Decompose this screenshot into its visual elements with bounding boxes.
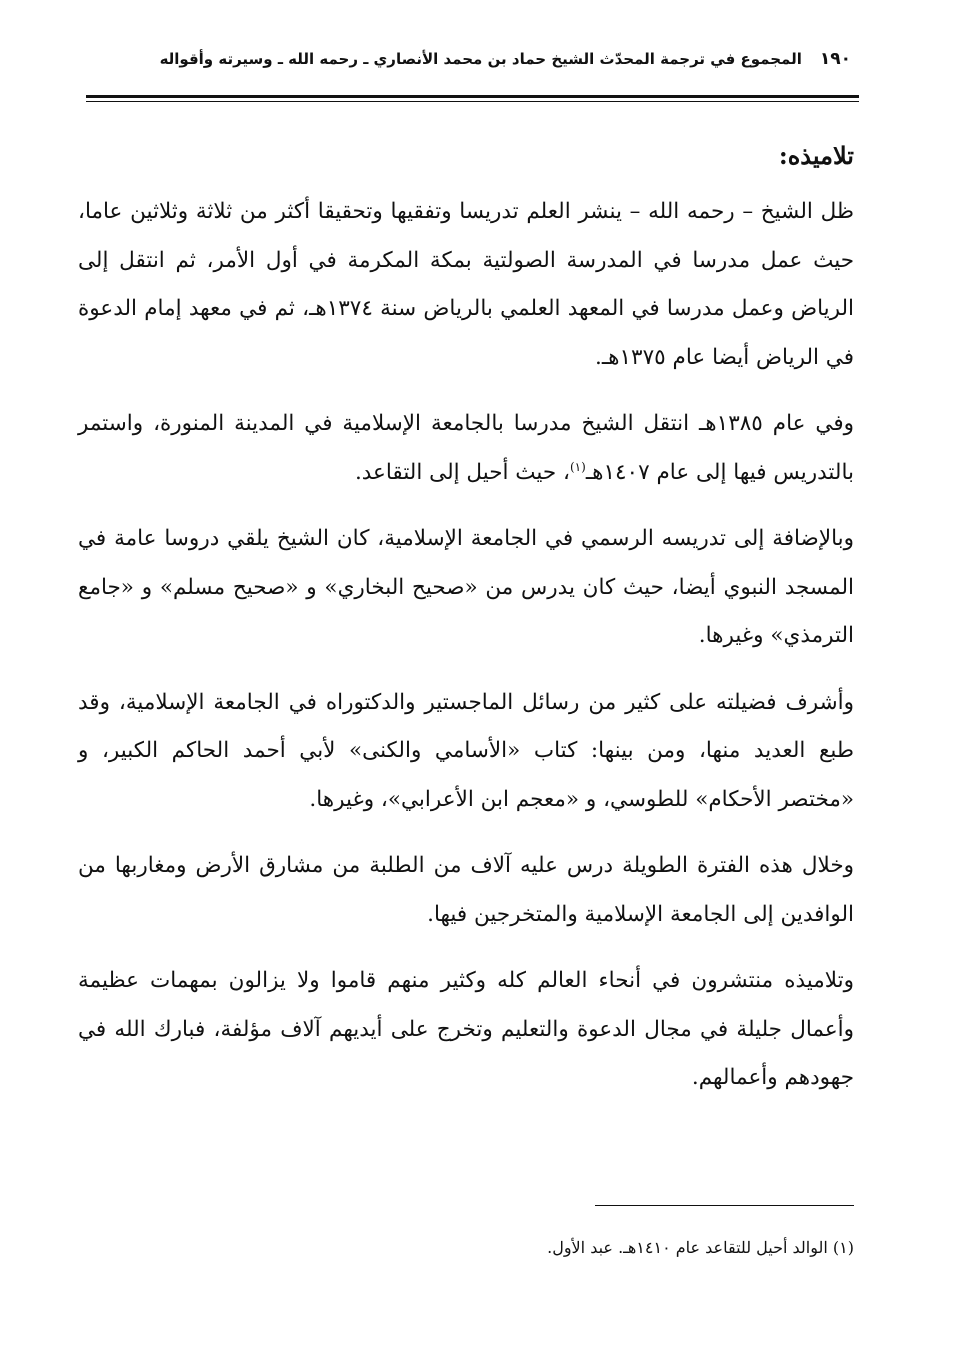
- footnote-rule: [595, 1205, 854, 1206]
- footnote: (١) الوالد أحيل للتقاعد عام ١٤١٠هـ. عبد الأول.: [547, 1238, 854, 1257]
- header-rule-thin: [86, 101, 859, 102]
- running-header: [86, 44, 851, 74]
- paragraph-public-lessons: وبالإضافة إلى تدريسه الرسمي في الجامعة الإسلامية، كان الشيخ يلقي دروسا عامة في المسجد النبوي أيضا، حيث كان يدرس من «صحيح البخاري» و «صحيح مسلم» و «جامع الترمذي» وغيرها.: [78, 526, 854, 648]
- paragraph-islamic-university-text: وفي عام ١٣٨٥هـ انتقل الشيخ مدرسا بالجامعة الإسلامية في المدينة المنورة، واستمر بالتدريس فيها إلى عام ١٤٠٧هـ: [78, 411, 854, 485]
- paragraph-islamic-university-tail: ، حيث أحيل إلى التقاعد.: [354, 459, 570, 485]
- paragraph-supervision: وأشرف فضيلته على كثير من رسائل الماجستير والدكتوراه في الجامعة الإسلامية، وقد طبع العديد منها، ومن بينها: كتاب «الأسامي والكنى» لأبي أحمد الحاكم الكبير، و «مختصر الأحكام» للطوسي، و «معجم ابن الأعرابي»، وغيرها.: [78, 689, 854, 812]
- main-content: [78, 134, 854, 1121]
- header-rule: [86, 95, 859, 98]
- running-header-title: المجموع في ترجمة المحدّث الشيخ حماد بن محمد الأنصاري ـ رحمه الله ـ وسيرته وأقواله: [159, 50, 802, 68]
- paragraph-islamic-university: [78, 400, 854, 497]
- section-heading: تلاميذه:: [778, 141, 854, 170]
- page-number: ١٩٠: [819, 49, 851, 69]
- footnote-marker[interactable]: (١): [569, 459, 586, 474]
- paragraph-students-spread: وتلاميذه منتشرون في أنحاء العالم كله وكثير منهم قاموا ولا يزالون بمهمات عظيمة وأعمال جليلة في مجال الدعوة والتعليم وتخرج على أيديهم آلاف مؤلفة، فبارك الله في جهودهم وأعمالهم.: [78, 968, 854, 1090]
- paragraph-teaching-history: ظل الشيخ – رحمه الله – ينشر العلم تدريسا وتفقيها وتحقيقا أكثر من ثلاثة وثلاثين عاما، حيث عمل مدرسا في المدرسة الصولتية بمكة المكرمة في أول الأمر، ثم انتقل إلى الرياض وعمل مدرسا في المعهد العلمي بالرياض سنة ١٣٧٤هـ، ثم في معهد إمام الدعوة في الرياض أيضا عام ١٣٧٥هـ.: [78, 199, 854, 370]
- paragraph-students: وخلال هذه الفترة الطويلة درس عليه آلاف من الطلبة من مشارق الأرض ومغاربها من الوافدين إلى الجامعة الإسلامية والمتخرجين فيها.: [78, 853, 854, 927]
